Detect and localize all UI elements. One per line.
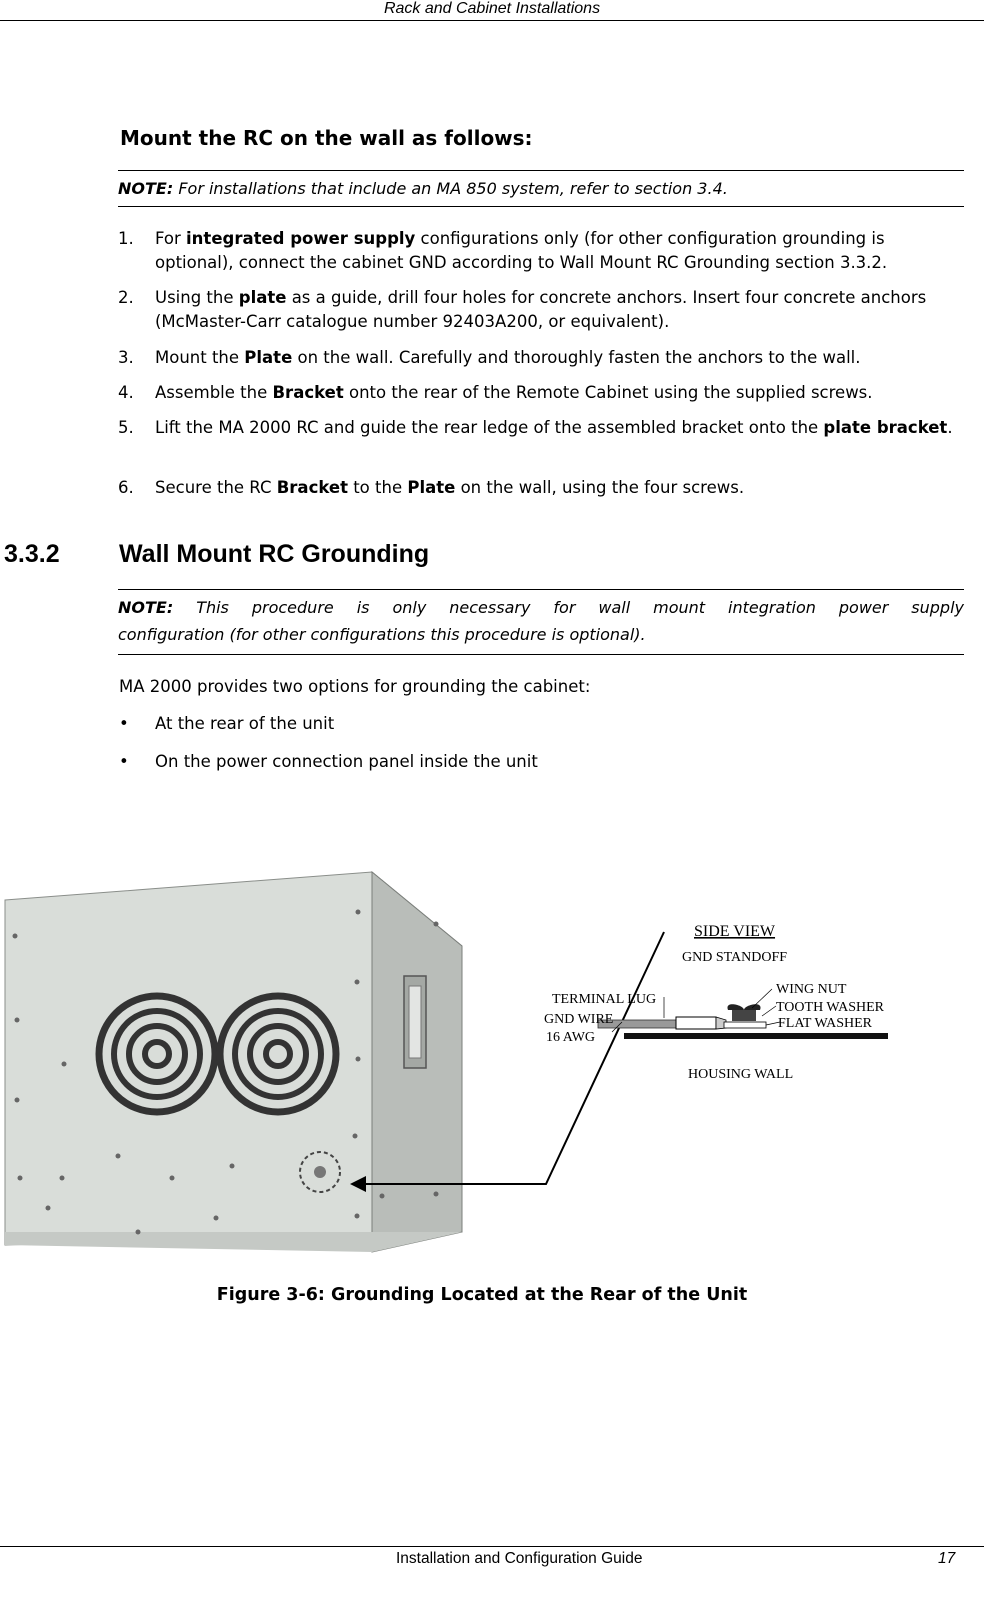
bullet-text: On the power connection panel inside the unit <box>155 752 538 771</box>
note-text: For installations that include an MA 850 system, refer to section 3.4. <box>173 179 728 198</box>
bullet-icon: • <box>119 714 129 733</box>
section-number: 3.3.2 <box>4 540 60 568</box>
note-line-1: NOTE: This procedure is only necessary for wall mount integration power supply <box>118 598 964 617</box>
gnd-wire-label: GND WIRE <box>544 1012 614 1027</box>
housing-wall-label: HOUSING WALL <box>688 1067 794 1082</box>
step-number: 3. <box>118 348 134 367</box>
step-3 <box>118 346 964 372</box>
step-number: 4. <box>118 383 134 402</box>
step-number: 5. <box>118 418 134 437</box>
section-title: Wall Mount RC Grounding <box>119 540 430 568</box>
bullet-icon: • <box>119 752 129 771</box>
step-6 <box>118 476 964 502</box>
note-procedure <box>118 589 964 655</box>
step-5 <box>118 416 964 466</box>
note-label: NOTE: <box>118 598 174 617</box>
step-text: Secure the RC Bracket to the Plate on the wall, using the four screws. <box>155 478 745 497</box>
step-number: 1. <box>118 229 134 248</box>
gnd-standoff-label: GND STANDOFF <box>682 950 788 965</box>
step-number: 2. <box>118 288 134 307</box>
page-number: 17 <box>938 1550 956 1567</box>
cabinet-rear-illustration <box>0 860 984 1260</box>
step-text: Assemble the Bracket onto the rear of the Remote Cabinet using the supplied screws. <box>155 383 873 402</box>
wing-nut-label: WING NUT <box>776 982 847 997</box>
grounding-figure <box>0 860 984 1260</box>
step-number: 6. <box>118 478 134 497</box>
step-2 <box>118 286 964 336</box>
figure-caption: Figure 3-6: Grounding Located at the Rear of the Unit <box>216 1285 748 1305</box>
step-text: Using the plate as a guide, drill four holes for concrete anchors. Insert four concrete anchors (McMaster-Carr catalogue number 92403A200, or equivalent). <box>155 288 927 331</box>
grounding-intro: MA 2000 provides two options for grounding the cabinet: <box>119 677 591 696</box>
page-header <box>0 0 984 21</box>
awg-label: 16 AWG <box>546 1030 596 1045</box>
mount-heading: Mount the RC on the wall as follows: <box>120 126 533 150</box>
note-installations <box>118 170 964 207</box>
step-text: Lift the MA 2000 RC and guide the rear ledge of the assembled bracket onto the plate bracket. <box>155 418 953 437</box>
step-text: For integrated power supply configurations only (for other configuration grounding is optional), connect the cabinet GND according to Wall Mount RC Grounding section 3.3.2. <box>155 229 888 272</box>
step-text: Mount the Plate on the wall. Carefully and thoroughly fasten the anchors to the wall. <box>155 348 861 367</box>
note-line-2: configuration (for other configurations this procedure is optional). <box>118 625 646 644</box>
footer-guide-title: Installation and Configuration Guide <box>396 1550 643 1567</box>
note-label: NOTE: <box>118 179 174 198</box>
step-1 <box>118 227 964 277</box>
tooth-washer-label: TOOTH WASHER <box>776 1000 884 1015</box>
header-title: Rack and Cabinet Installations <box>383 0 601 17</box>
step-4 <box>118 381 964 407</box>
flat-washer-label: FLAT WASHER <box>778 1016 873 1031</box>
side-view-label: SIDE VIEW <box>694 923 776 940</box>
terminal-lug-label: TERMINAL LUG <box>552 992 657 1007</box>
page-footer <box>0 1546 984 1602</box>
bullet-text: At the rear of the unit <box>155 714 335 733</box>
